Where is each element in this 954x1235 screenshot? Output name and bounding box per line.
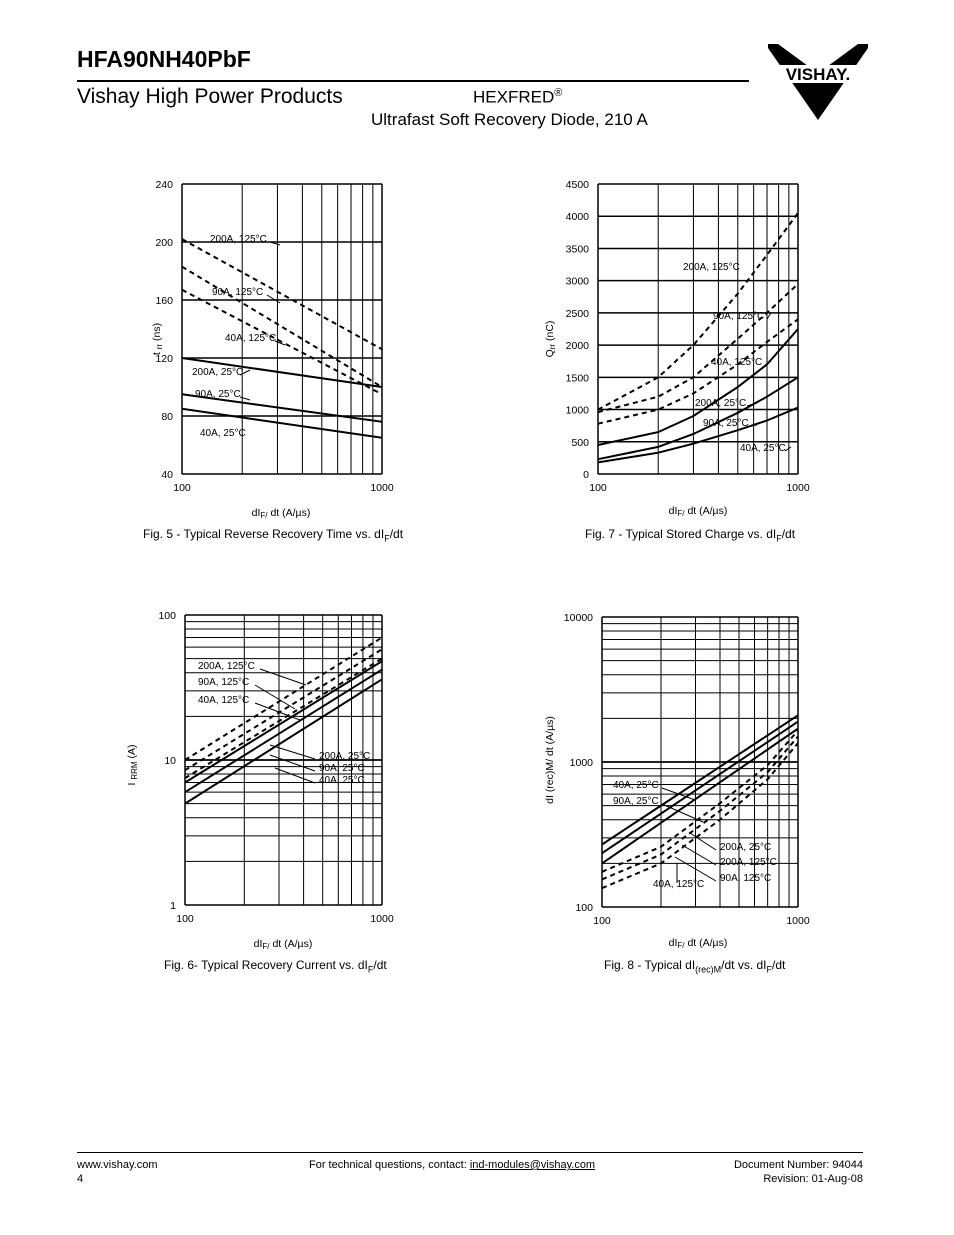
caption-fig6-text: Fig. 6- Typical Recovery Current vs. dI <box>164 958 368 972</box>
x-tick-label: 100 <box>176 913 194 925</box>
series-label: 200A, 125°C <box>720 857 777 868</box>
xlabel-fig7: dIF/ dt (A/µs) <box>668 505 728 518</box>
company-line: Vishay High Power Products <box>77 85 343 108</box>
series-leader-line <box>267 295 280 303</box>
xlabel-fig8: dIF/ dt (A/µs) <box>668 937 728 950</box>
series-label: 90A, 25°C <box>319 763 365 774</box>
y-tick-label: 100 <box>575 902 593 914</box>
x-tick-label: 1000 <box>786 915 810 927</box>
y-tick-label: 240 <box>155 179 173 191</box>
series-line-90A, 125°C <box>598 284 798 412</box>
y-tick-label: 1 <box>170 900 176 912</box>
series-label: 200A, 25°C <box>695 398 747 409</box>
vishay-logo <box>768 44 868 122</box>
series-line-40A, 125°C <box>182 290 382 395</box>
logo-text: VISHAY. <box>785 65 851 84</box>
series-label: 40A, 25°C <box>740 443 786 454</box>
x-tick-label: 100 <box>173 482 191 494</box>
series-leader-line <box>260 669 306 685</box>
chart-fig5 <box>140 175 420 530</box>
footer-contact-prefix: For technical questions, contact: <box>309 1159 470 1171</box>
registered-mark: ® <box>554 87 563 99</box>
y-tick-label: 100 <box>158 610 176 622</box>
series-label: 90A, 25°C <box>703 418 749 429</box>
series-label: 200A, 25°C <box>192 367 244 378</box>
caption-fig8-sub1: (rec)M <box>695 964 722 975</box>
y-tick-label: 4000 <box>565 211 589 224</box>
xlabel-fig6: dIF/ dt (A/µs) <box>253 938 313 951</box>
y-tick-label: 3000 <box>565 275 589 288</box>
x-tick-label: 1000 <box>786 482 810 494</box>
series-label: 40A, 25°C <box>200 428 246 439</box>
caption-fig7-tail: /dt <box>781 527 796 541</box>
x-tick-label: 1000 <box>370 913 394 925</box>
footer-doc-number: Document Number: 94044 <box>733 1159 863 1171</box>
x-tick-label: 100 <box>589 482 607 494</box>
caption-fig5-tail: /dt <box>389 527 404 541</box>
y-tick-label: 2500 <box>565 307 589 320</box>
x-tick-label: 100 <box>593 915 611 927</box>
series-label: 200A, 125°C <box>210 234 267 245</box>
chart-fig7 <box>535 175 820 530</box>
caption-fig8 <box>604 958 785 974</box>
series-leader-line <box>275 768 315 783</box>
series-label: 90A, 25°C <box>613 796 659 807</box>
grid-fig7 <box>598 184 798 474</box>
footer-revision: Revision: 01-Aug-08 <box>763 1173 863 1185</box>
series-label: 90A, 125°C <box>198 677 250 688</box>
caption-fig6 <box>164 958 387 974</box>
series-label: 200A, 125°C <box>683 262 740 273</box>
y-tick-label: 0 <box>583 469 589 481</box>
y-tick-label: 2000 <box>565 340 589 353</box>
y-tick-label: 10 <box>164 755 176 767</box>
series-leader-line <box>240 397 250 400</box>
product-description: Ultrafast Soft Recovery Diode, 210 A <box>371 110 648 129</box>
caption-fig5-text: Fig. 5 - Typical Reverse Recovery Time vs. dI <box>143 527 385 541</box>
caption-fig8-tail: /dt <box>772 958 786 972</box>
series-leader-line <box>682 845 716 865</box>
y-tick-label: 40 <box>161 469 173 481</box>
footer-rule <box>77 1152 863 1153</box>
y-tick-label: 1500 <box>565 372 589 385</box>
xlabel-fig5: dIF/ dt (A/µs) <box>251 507 311 520</box>
series-leader-line <box>690 833 716 850</box>
series-label: 40A, 25°C <box>613 780 659 791</box>
part-number-title: HFA90NH40PbF <box>77 46 251 72</box>
footer-page-number: 4 <box>77 1173 84 1185</box>
caption-fig7-text: Fig. 7 - Typical Stored Charge vs. dI <box>585 527 777 541</box>
caption-fig8-text-b: /dt vs. dI <box>721 958 767 972</box>
y-tick-label: 4500 <box>565 179 589 191</box>
series-label: 90A, 25°C <box>195 389 241 400</box>
series-leader-line <box>785 447 791 451</box>
y-tick-label: 10000 <box>563 612 593 624</box>
ylabel-fig8: dI (rec)M/ dt (A/µs) <box>544 716 556 804</box>
series-label: 40A, 125°C <box>653 879 705 890</box>
series-label: 200A, 25°C <box>319 751 371 762</box>
series-label: 40A, 25°C <box>319 775 365 786</box>
footer-contact-email-link[interactable]: ind-modules@vishay.com <box>469 1159 596 1171</box>
caption-fig7 <box>585 527 795 543</box>
y-tick-label: 160 <box>155 295 173 307</box>
series-label: 40A, 125°C <box>198 695 250 706</box>
series-leader-line <box>767 313 771 319</box>
caption-fig6-tail: /dt <box>373 958 387 972</box>
ylabel-fig5: t rr (ns) <box>151 322 164 356</box>
footer-website: www.vishay.com <box>77 1159 158 1171</box>
caption-fig7-sub: F <box>776 533 782 544</box>
y-tick-label: 1000 <box>569 757 593 769</box>
series-label: 200A, 25°C <box>720 842 772 853</box>
product-family <box>473 87 562 108</box>
y-tick-label: 80 <box>161 411 173 423</box>
chart-fig6 <box>120 605 410 960</box>
caption-fig5 <box>143 527 403 543</box>
series-label: 90A, 125°C <box>713 311 765 322</box>
y-tick-label: 3500 <box>565 243 589 256</box>
product-family-text: HEXFRED <box>473 87 555 107</box>
y-tick-label: 120 <box>155 353 173 365</box>
caption-fig8-text-a: Fig. 8 - Typical dI <box>604 958 696 972</box>
y-tick-label: 500 <box>571 436 589 449</box>
x-tick-label: 1000 <box>370 482 394 494</box>
caption-fig8-sub2: F <box>766 964 773 975</box>
series-label: 90A, 125°C <box>720 873 772 884</box>
header-rule <box>77 80 749 82</box>
ylabel-fig6: I RRM (A) <box>126 744 139 786</box>
caption-fig6-sub: F <box>367 964 374 975</box>
ylabel-fig7: Qrr (nC) <box>544 320 557 358</box>
y-tick-label: 1000 <box>565 404 589 417</box>
caption-fig5-sub: F <box>384 533 390 544</box>
series-label: 40A, 125°C <box>711 357 763 368</box>
series-label: 200A, 125°C <box>198 661 255 672</box>
series-label: 90A, 125°C <box>212 287 264 298</box>
footer-contact <box>309 1159 595 1171</box>
series-line-200A, 25°C <box>598 329 798 445</box>
y-tick-label: 200 <box>155 237 173 249</box>
chart-fig8 <box>535 605 820 960</box>
series-label: 40A, 125°C <box>225 333 277 344</box>
